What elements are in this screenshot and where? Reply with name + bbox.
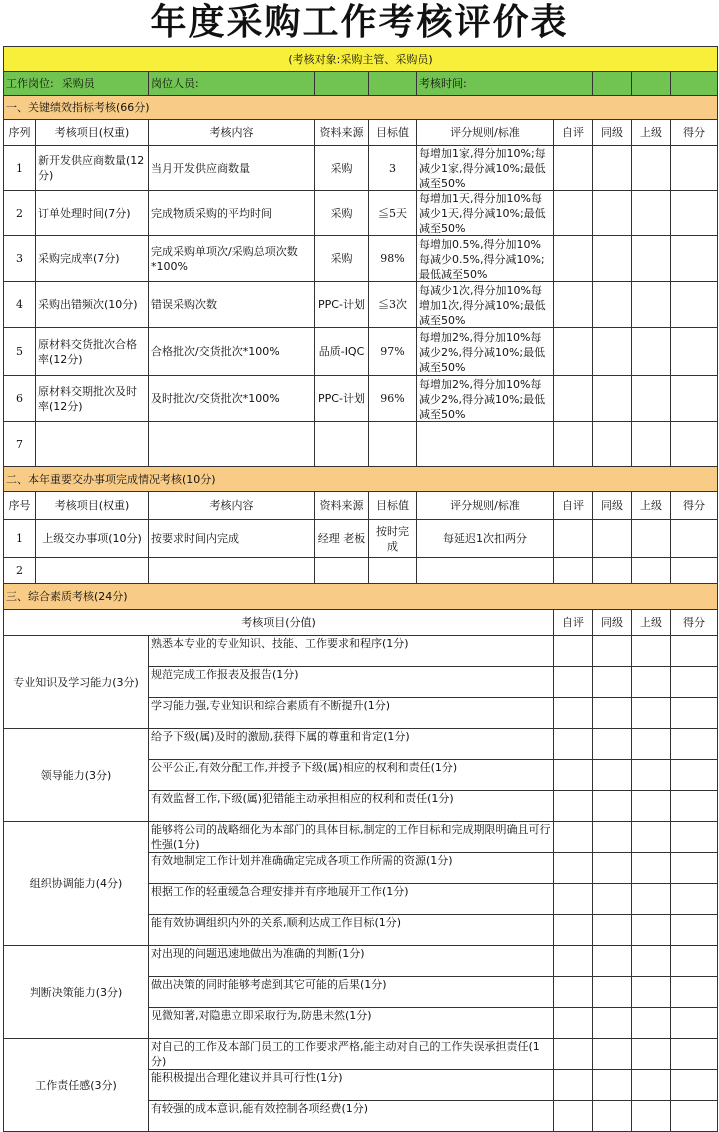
score-superior-input[interactable] <box>632 1039 671 1070</box>
competency-item-text: 有效监督工作,下级(属)犯错能主动承担相应的权利和责任(1分) <box>151 792 454 805</box>
competency-item <box>149 822 554 853</box>
subject-line: (考核对象:采购主管、采购员) <box>4 47 718 72</box>
score-score-input[interactable] <box>671 915 718 946</box>
competency-group: 领导能力(3分) <box>4 729 149 822</box>
kpi-rule-text: 每增加1天,得分加10%每减少1天,得分减10%;最低减至50% <box>419 192 546 235</box>
score-superior-input[interactable] <box>632 791 671 822</box>
section3-header: 考核项目(分值) <box>4 610 554 636</box>
section2-row <box>4 558 718 584</box>
kpi-rule <box>417 146 554 191</box>
competency-item <box>149 791 554 822</box>
kpi-source: 采购 <box>315 236 369 282</box>
section2-header: 考核项目(权重) <box>36 492 149 520</box>
score-score-input[interactable] <box>671 558 718 584</box>
score-self-input[interactable] <box>554 422 593 467</box>
score-superior-input[interactable] <box>632 1101 671 1132</box>
score-superior-input[interactable] <box>632 884 671 915</box>
task-content <box>149 558 315 584</box>
score-score-input[interactable] <box>671 636 718 667</box>
score-self-input[interactable] <box>554 282 593 328</box>
section1-header: 评分规则/标准 <box>417 120 554 146</box>
score-superior-input[interactable] <box>632 698 671 729</box>
kpi-source: PPC-计划 <box>315 376 369 422</box>
section1-row <box>4 376 718 422</box>
score-peer-input[interactable] <box>593 853 632 884</box>
section1-header: 考核项目(权重) <box>36 120 149 146</box>
score-peer-input[interactable] <box>593 236 632 282</box>
section1-row <box>4 422 718 467</box>
kpi-content: 及时批次/交货批次*100% <box>149 376 315 422</box>
score-peer-input[interactable] <box>593 1070 632 1101</box>
position-value: 采购员 <box>61 77 95 90</box>
competency-item-text: 能够将公司的战略细化为本部门的具体目标,制定的工作目标和完成期限明确且可行性强(1分) <box>151 823 551 851</box>
score-peer-input[interactable] <box>593 191 632 236</box>
score-score-input[interactable] <box>671 376 718 422</box>
kpi-source: PPC-计划 <box>315 282 369 328</box>
score-superior-input[interactable] <box>632 422 671 467</box>
score-self-input[interactable] <box>554 376 593 422</box>
competency-item-text: 能有效协调组织内外的关系,顺利达成工作目标(1分) <box>151 916 402 929</box>
task-source <box>315 558 369 584</box>
competency-item-text: 做出决策的同时能够考虑到其它可能的后果(1分) <box>151 978 387 991</box>
score-peer-input[interactable] <box>593 520 632 558</box>
time-value-3[interactable] <box>671 72 718 96</box>
competency-item <box>149 1008 554 1039</box>
kpi-rule <box>417 191 554 236</box>
task-rule: 每延迟1次扣两分 <box>417 520 554 558</box>
score-superior-input[interactable] <box>632 236 671 282</box>
task-item: 上级交办事项(10分) <box>36 520 149 558</box>
kpi-item: 原材料交货批次合格率(12分) <box>36 328 149 376</box>
info-row <box>4 72 718 96</box>
score-score-input[interactable] <box>671 977 718 1008</box>
score-superior-input[interactable] <box>632 282 671 328</box>
score-superior-input[interactable] <box>632 760 671 791</box>
section3-heading-row <box>4 584 718 610</box>
score-peer-input[interactable] <box>593 760 632 791</box>
score-peer-input[interactable] <box>593 1008 632 1039</box>
kpi-rule <box>417 328 554 376</box>
section1-header-row <box>4 120 718 146</box>
score-self-input[interactable] <box>554 915 593 946</box>
kpi-content <box>149 422 315 467</box>
task-item <box>36 558 149 584</box>
section2-header: 序号 <box>4 492 36 520</box>
score-score-input[interactable] <box>671 884 718 915</box>
section1-header: 同级 <box>593 120 632 146</box>
competency-item <box>149 760 554 791</box>
section2-header: 评分规则/标准 <box>417 492 554 520</box>
kpi-rule <box>417 236 554 282</box>
score-self-input[interactable] <box>554 558 593 584</box>
competency-item-text: 对出现的问题迅速地做出为准确的判断(1分) <box>151 947 365 960</box>
section2-heading: 二、本年重要交办事项完成情况考核(10分) <box>4 467 718 492</box>
score-score-input[interactable] <box>671 667 718 698</box>
row-number: 1 <box>4 520 36 558</box>
section2-header: 同级 <box>593 492 632 520</box>
score-superior-input[interactable] <box>632 376 671 422</box>
score-peer-input[interactable] <box>593 1101 632 1132</box>
score-self-input[interactable] <box>554 884 593 915</box>
kpi-item: 采购出错频次(10分) <box>36 282 149 328</box>
section1-row <box>4 328 718 376</box>
kpi-rule <box>417 282 554 328</box>
kpi-rule-text: 每增加0.5%,得分加10%每减少0.5%,得分减10%;最低减至50% <box>419 237 545 281</box>
kpi-item <box>36 422 149 467</box>
competency-item <box>149 1039 554 1070</box>
kpi-rule-text <box>419 422 551 466</box>
score-self-input[interactable] <box>554 1070 593 1101</box>
section1-header: 目标值 <box>369 120 417 146</box>
competency-item <box>149 884 554 915</box>
section3-heading: 三、综合素质考核(24分) <box>4 584 718 610</box>
row-number: 6 <box>4 376 36 422</box>
competency-item-text: 规范完成工作报表及报告(1分) <box>151 668 299 681</box>
score-score-input[interactable] <box>671 328 718 376</box>
section3-header: 得分 <box>671 610 718 636</box>
competency-group: 专业知识及学习能力(3分) <box>4 636 149 729</box>
section1-row <box>4 282 718 328</box>
score-score-input[interactable] <box>671 1008 718 1039</box>
score-superior-input[interactable] <box>632 328 671 376</box>
competency-row <box>4 822 718 853</box>
score-superior-input[interactable] <box>632 636 671 667</box>
row-number: 2 <box>4 558 36 584</box>
competency-item-text: 能积极提出合理化建议并具可行性(1分) <box>151 1071 343 1084</box>
task-rule <box>417 558 554 584</box>
row-number: 2 <box>4 191 36 236</box>
section2-row <box>4 520 718 558</box>
score-self-input[interactable] <box>554 853 593 884</box>
kpi-item: 采购完成率(7分) <box>36 236 149 282</box>
kpi-item: 新开发供应商数量(12分) <box>36 146 149 191</box>
score-superior-input[interactable] <box>632 729 671 760</box>
score-self-input[interactable] <box>554 636 593 667</box>
kpi-target: ≦5天 <box>369 191 417 236</box>
kpi-source: 采购 <box>315 146 369 191</box>
score-score-input[interactable] <box>671 191 718 236</box>
kpi-target: 96% <box>369 376 417 422</box>
subject-row <box>4 47 718 72</box>
kpi-target: ≦3次 <box>369 282 417 328</box>
section1-header: 上级 <box>632 120 671 146</box>
score-score-input[interactable] <box>671 236 718 282</box>
row-number: 5 <box>4 328 36 376</box>
competency-item-text: 对自己的工作及本部门员工的工作要求严格,能主动对自己的工作失误承担责任(1分) <box>151 1040 540 1068</box>
row-number: 7 <box>4 422 36 467</box>
score-superior-input[interactable] <box>632 977 671 1008</box>
time-value-2[interactable] <box>632 72 671 96</box>
score-peer-input[interactable] <box>593 915 632 946</box>
score-score-input[interactable] <box>671 520 718 558</box>
score-score-input[interactable] <box>671 146 718 191</box>
kpi-target: 3 <box>369 146 417 191</box>
kpi-content: 完成物质采购的平均时间 <box>149 191 315 236</box>
row-number: 4 <box>4 282 36 328</box>
section1-header: 资料来源 <box>315 120 369 146</box>
person-label: 岗位人员: <box>149 72 315 96</box>
score-self-input[interactable] <box>554 822 593 853</box>
position-label <box>4 72 149 96</box>
section1-row <box>4 191 718 236</box>
section2-header: 自评 <box>554 492 593 520</box>
section3-header: 上级 <box>632 610 671 636</box>
section1-header: 得分 <box>671 120 718 146</box>
score-self-input[interactable] <box>554 1039 593 1070</box>
score-superior-input[interactable] <box>632 915 671 946</box>
score-peer-input[interactable] <box>593 282 632 328</box>
section1-row <box>4 146 718 191</box>
score-score-input[interactable] <box>671 698 718 729</box>
score-self-input[interactable] <box>554 236 593 282</box>
time-label: 考核时间: <box>417 72 593 96</box>
score-peer-input[interactable] <box>593 729 632 760</box>
score-score-input[interactable] <box>671 760 718 791</box>
competency-group: 组织协调能力(4分) <box>4 822 149 946</box>
competency-item <box>149 915 554 946</box>
section3-header: 自评 <box>554 610 593 636</box>
score-self-input[interactable] <box>554 667 593 698</box>
competency-item-text: 有效地制定工作计划并准确确定完成各项工作所需的资源(1分) <box>151 854 453 867</box>
section3-header: 同级 <box>593 610 632 636</box>
score-superior-input[interactable] <box>632 822 671 853</box>
evaluation-table <box>3 46 718 1132</box>
kpi-target: 98% <box>369 236 417 282</box>
score-self-input[interactable] <box>554 146 593 191</box>
score-self-input[interactable] <box>554 328 593 376</box>
score-self-input[interactable] <box>554 760 593 791</box>
score-peer-input[interactable] <box>593 146 632 191</box>
score-score-input[interactable] <box>671 946 718 977</box>
competency-item <box>149 977 554 1008</box>
score-self-input[interactable] <box>554 946 593 977</box>
score-self-input[interactable] <box>554 729 593 760</box>
score-peer-input[interactable] <box>593 422 632 467</box>
task-target: 按时完成 <box>369 520 417 558</box>
score-peer-input[interactable] <box>593 558 632 584</box>
section2-header-row <box>4 492 718 520</box>
task-target <box>369 558 417 584</box>
kpi-target: 97% <box>369 328 417 376</box>
kpi-target <box>369 422 417 467</box>
score-self-input[interactable] <box>554 1008 593 1039</box>
section2-header: 得分 <box>671 492 718 520</box>
section2-header: 上级 <box>632 492 671 520</box>
competency-item <box>149 636 554 667</box>
score-score-input[interactable] <box>671 422 718 467</box>
section1-header: 考核内容 <box>149 120 315 146</box>
score-self-input[interactable] <box>554 1101 593 1132</box>
competency-row <box>4 1039 718 1070</box>
kpi-source <box>315 422 369 467</box>
competency-item <box>149 667 554 698</box>
section2-header: 考核内容 <box>149 492 315 520</box>
score-superior-input[interactable] <box>632 853 671 884</box>
score-peer-input[interactable] <box>593 822 632 853</box>
section1-header: 序列 <box>4 120 36 146</box>
score-score-input[interactable] <box>671 282 718 328</box>
kpi-content: 完成采购单项次/采购总项次数*100% <box>149 236 315 282</box>
position-label-text: 工作岗位: <box>6 77 54 90</box>
competency-row <box>4 729 718 760</box>
score-superior-input[interactable] <box>632 520 671 558</box>
competency-item-text: 见微知著,对隐患立即采取行为,防患未然(1分) <box>151 1009 372 1022</box>
score-peer-input[interactable] <box>593 698 632 729</box>
score-peer-input[interactable] <box>593 328 632 376</box>
score-score-input[interactable] <box>671 729 718 760</box>
section3-header-row <box>4 610 718 636</box>
score-self-input[interactable] <box>554 977 593 1008</box>
score-self-input[interactable] <box>554 520 593 558</box>
section1-header: 自评 <box>554 120 593 146</box>
score-peer-input[interactable] <box>593 376 632 422</box>
task-source: 经理 老板 <box>315 520 369 558</box>
score-superior-input[interactable] <box>632 146 671 191</box>
competency-item <box>149 946 554 977</box>
kpi-source: 采购 <box>315 191 369 236</box>
competency-item <box>149 698 554 729</box>
score-peer-input[interactable] <box>593 667 632 698</box>
competency-item-text: 公平公正,有效分配工作,并授予下级(属)相应的权利和责任(1分) <box>151 761 458 774</box>
score-peer-input[interactable] <box>593 884 632 915</box>
time-value-1[interactable] <box>593 72 632 96</box>
score-peer-input[interactable] <box>593 946 632 977</box>
competency-item <box>149 853 554 884</box>
score-superior-input[interactable] <box>632 191 671 236</box>
kpi-rule <box>417 376 554 422</box>
section1-row <box>4 236 718 282</box>
competency-item-text: 熟悉本专业的专业知识、技能、工作要求和程序(1分) <box>151 637 409 650</box>
person-value-1[interactable] <box>315 72 369 96</box>
kpi-rule-text: 每减少1次,得分加10%每增加1次,得分减10%;最低减至50% <box>419 283 546 327</box>
score-superior-input[interactable] <box>632 1070 671 1101</box>
section2-header: 目标值 <box>369 492 417 520</box>
score-score-input[interactable] <box>671 1039 718 1070</box>
competency-item <box>149 1101 554 1132</box>
score-score-input[interactable] <box>671 853 718 884</box>
kpi-content: 当月开发供应商数量 <box>149 146 315 191</box>
task-content: 按要求时间内完成 <box>149 520 315 558</box>
competency-item-text: 根据工作的轻重缓急合理安排并有序地展开工作(1分) <box>151 885 409 898</box>
kpi-source: 品质-IQC <box>315 328 369 376</box>
competency-row <box>4 636 718 667</box>
competency-item-text: 学习能力强,专业知识和综合素质有不断提升(1分) <box>151 699 391 712</box>
kpi-item: 订单处理时间(7分) <box>36 191 149 236</box>
score-self-input[interactable] <box>554 698 593 729</box>
kpi-content: 合格批次/交货批次*100% <box>149 328 315 376</box>
kpi-rule-text: 每增加2%,得分加10%每减少2%,得分减10%;最低减至50% <box>419 330 546 374</box>
score-self-input[interactable] <box>554 191 593 236</box>
score-peer-input[interactable] <box>593 791 632 822</box>
score-superior-input[interactable] <box>632 1008 671 1039</box>
kpi-rule <box>417 422 554 467</box>
score-score-input[interactable] <box>671 822 718 853</box>
score-superior-input[interactable] <box>632 946 671 977</box>
score-peer-input[interactable] <box>593 636 632 667</box>
kpi-item: 原材料交期批次及时率(12分) <box>36 376 149 422</box>
competency-group: 判断决策能力(3分) <box>4 946 149 1039</box>
kpi-content: 错误采购次数 <box>149 282 315 328</box>
score-superior-input[interactable] <box>632 558 671 584</box>
score-peer-input[interactable] <box>593 1039 632 1070</box>
kpi-rule-text: 每增加2%,得分加10%每减少2%,得分减10%;最低减至50% <box>419 377 546 421</box>
kpi-rule-text: 每增加1家,得分加10%;每减少1家,得分减10%;最低减至50% <box>419 147 546 190</box>
page-title: 年度采购工作考核评价表 <box>150 2 569 43</box>
competency-item-text: 给予下级(属)及时的激励,获得下属的尊重和肯定(1分) <box>151 730 410 743</box>
section1-heading-row <box>4 96 718 120</box>
score-score-input[interactable] <box>671 1101 718 1132</box>
score-peer-input[interactable] <box>593 977 632 1008</box>
row-number: 1 <box>4 146 36 191</box>
section2-heading-row <box>4 467 718 492</box>
section2-header: 资料来源 <box>315 492 369 520</box>
score-score-input[interactable] <box>671 1070 718 1101</box>
score-superior-input[interactable] <box>632 667 671 698</box>
competency-item-text: 有较强的成本意识,能有效控制各项经费(1分) <box>151 1102 369 1115</box>
competency-item <box>149 729 554 760</box>
competency-row <box>4 946 718 977</box>
person-value-2[interactable] <box>369 72 417 96</box>
section1-heading: 一、关键绩效指标考核(66分) <box>4 96 718 120</box>
score-score-input[interactable] <box>671 791 718 822</box>
competency-item <box>149 1070 554 1101</box>
competency-group: 工作责任感(3分) <box>4 1039 149 1132</box>
score-self-input[interactable] <box>554 791 593 822</box>
row-number: 3 <box>4 236 36 282</box>
